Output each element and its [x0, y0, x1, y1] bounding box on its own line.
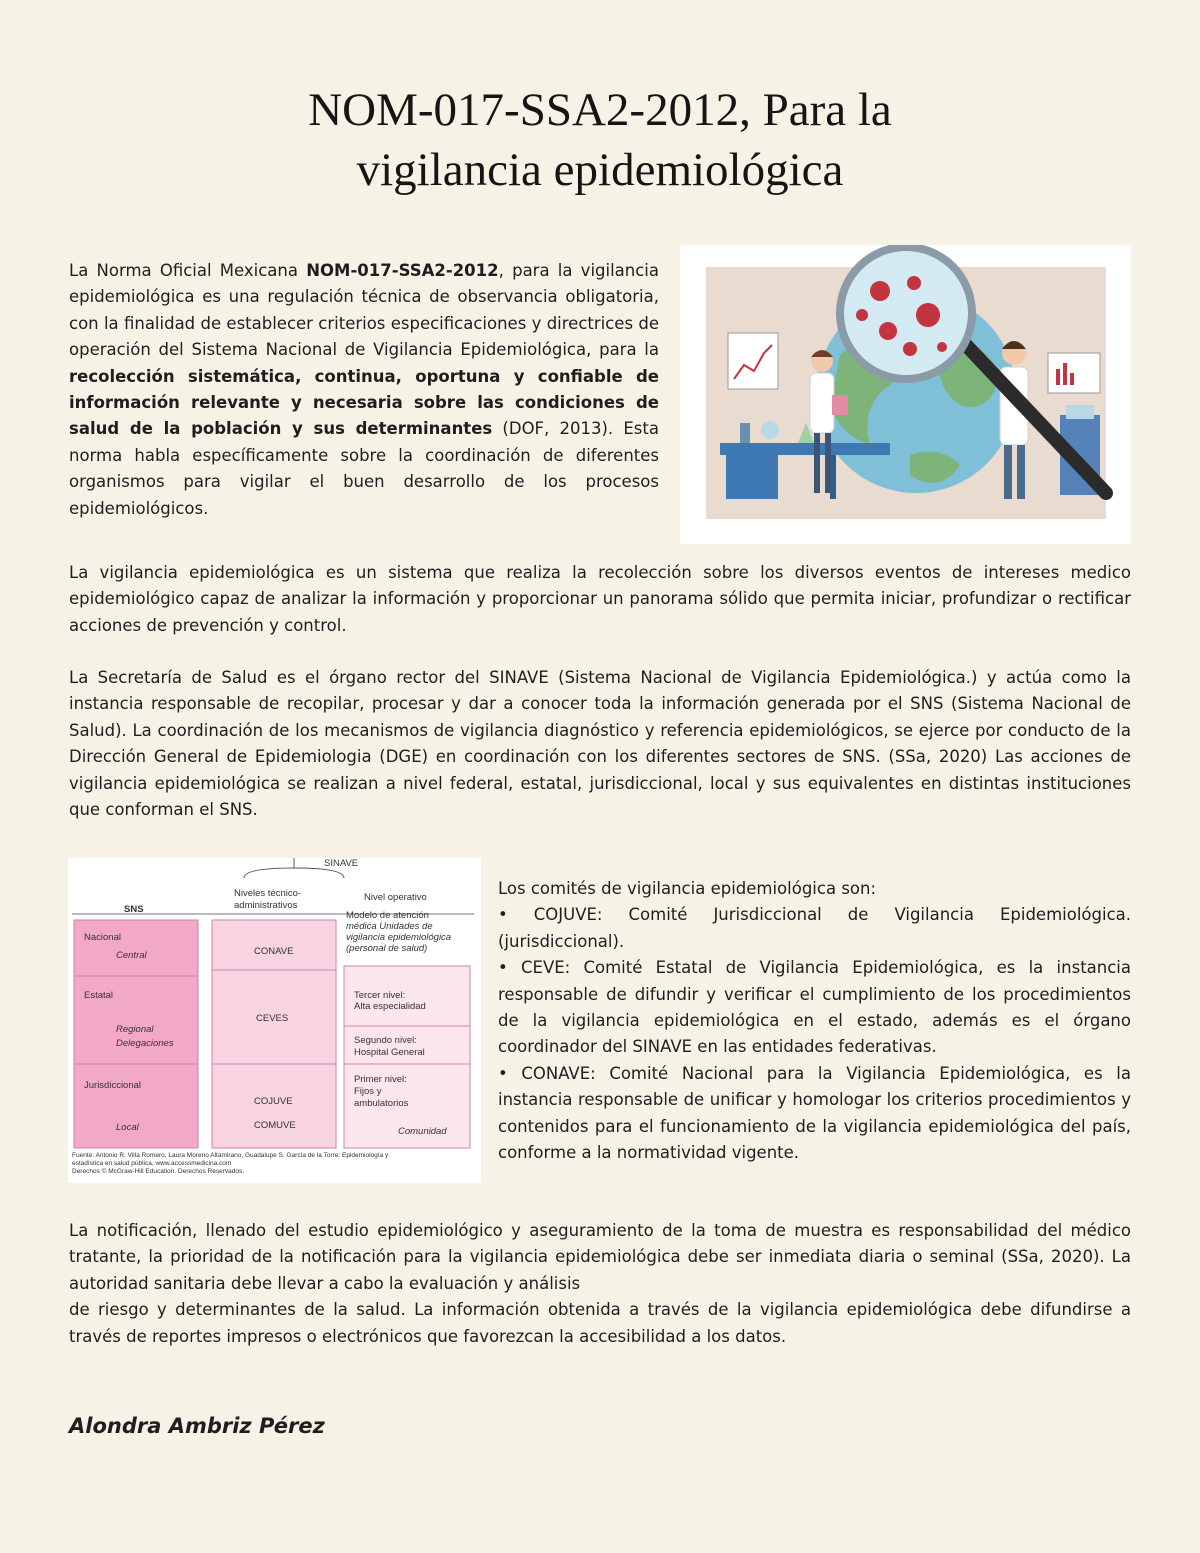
- diagram-comunidad: Comunidad: [398, 1126, 447, 1137]
- diagram-niveles-1: Niveles técnico-: [234, 888, 302, 899]
- diagram-nivel-operativo: Nivel operativo: [364, 892, 427, 903]
- diagram-tercer-2: Alta especialidad: [354, 1001, 426, 1012]
- comite-conave: • CONAVE: Comité Nacional para la Vigilancia Epidemiológica, es la instancia responsable de unificar y homologar los criterios procedimientos y contenidos para el funcionamiento de la vigilancia epidemiológica del país, conforme a la normatividad vigente.: [498, 1063, 1131, 1163]
- diagram-sns: SNS: [124, 904, 144, 915]
- diagram-delegaciones: Delegaciones: [116, 1038, 174, 1049]
- diagram-niveles-2: administrativos: [234, 900, 298, 911]
- diagram-modelo-1: Modelo de atención: [346, 910, 429, 921]
- diagram-nacional: Nacional: [84, 932, 121, 943]
- diagram-primer-2: Fijos y: [354, 1086, 382, 1097]
- diagram-modelo-3: vigilancia epidemiológica: [346, 932, 452, 943]
- diagram-primer-3: ambulatorios: [354, 1098, 409, 1109]
- diagram-central: Central: [116, 950, 147, 961]
- paragraph-vigilancia: La vigilancia epidemiológica es un sistema que realiza la recolección sobre los diversos eventos de intereses medico epidemiológico capaz de analizar la información y proporcionar un panorama sólido que permita iniciar, profundizar o rectificar acciones de prevención y control.: [69, 563, 1131, 635]
- comite-ceve: • CEVE: Comité Estatal de Vigilancia Epidemiológica, es la instancia responsable de difundir y verificar el cumplimiento de los procedimientos de la vigilancia epidemiológica en el estado, además es el órgano coordinador del SINAVE en las entidades federativas.: [498, 958, 1131, 1057]
- page-title: [0, 80, 1200, 200]
- diagram-ceves: CEVES: [256, 1013, 289, 1024]
- intro-paragraph: [69, 258, 659, 522]
- paragraph-notificacion: [69, 1218, 1131, 1350]
- diagram-primer-1: Primer nivel:: [354, 1074, 407, 1085]
- intro-bold-norm: NOM-017-SSA2-2012: [306, 261, 499, 280]
- diagram-comuve: COMUVE: [254, 1120, 296, 1131]
- title-line-2: vigilancia epidemiológica: [356, 144, 844, 196]
- comite-cojuve: • COJUVE: Comité Jurisdiccional de Vigilancia Epidemiológica. (jurisdiccional).: [498, 905, 1131, 951]
- diagram-segundo-1: Segundo nivel:: [354, 1035, 417, 1046]
- comites-heading: Los comités de vigilancia epidemiológica son:: [498, 879, 877, 898]
- diagram-fuente-1: Fuente: Antonio R. Villa Romero, Laura Moreno Altamirano, Guadalupe S. García de la Torre: Epidemiología y: [72, 1152, 389, 1159]
- diagram-tercer-1: Tercer nivel:: [354, 990, 406, 1001]
- diagram-local: Local: [116, 1122, 139, 1133]
- notificacion-line-b: de riesgo y determinantes de la salud. La información obtenida a través de la vigilancia epidemiológica debe difundirse a través de reportes impresos o electrónicos que favorezcan la accesibilidad a los datos.: [69, 1300, 1131, 1346]
- diagram-estatal: Estatal: [84, 990, 114, 1001]
- diagram-regional: Regional: [116, 1024, 154, 1035]
- diagram-jurisdiccional: Jurisdiccional: [84, 1080, 142, 1091]
- diagram-fuente-3: Derechos © McGraw-Hill Education. Derechos Reservados.: [72, 1168, 245, 1175]
- paragraph-secretaria: La Secretaría de Salud es el órgano rector del SINAVE (Sistema Nacional de Vigilancia Epidemiológica.) y actúa como la instancia responsable de recopilar, procesar y dar a conocer toda la información generada por el SNS (Sistema Nacional de Salud). La coordinación de los mecanismos de vigilancia diagnóstico y referencia epidemiológicos, se ejerce por conducto de la Dirección General de Epidemiologia (DGE) en coordinación con los diferentes sectores de SNS. (SSa, 2020) Las acciones de vigilancia epidemiológica se realizan a nivel federal, estatal, jurisdiccional, local y sus equivalentes en distintas instituciones que conforman el SNS.: [69, 668, 1131, 820]
- author-name: Alondra Ambriz Pérez: [69, 1414, 325, 1438]
- sinave-diagram: [68, 858, 481, 1183]
- intro-text-2: , para la vigilancia epidemiológica es una regulación técnica de observancia obligatoria, con la finalidad de establecer criterios especificaciones y directrices de operación del Sistema Nacional de Vigilancia Epidemiológica, para la: [69, 261, 660, 360]
- diagram-modelo-4: (personal de salud): [346, 943, 428, 954]
- notificacion-line-a: La notificación, llenado del estudio epidemiológico y aseguramiento de la toma de muestra es responsabilidad del médico tratante, la prioridad de la notificación para la vigilancia epidemiológica debe ser inmediata diaria o seminal (SSa, 2020). La autoridad sanitaria debe llevar a cabo la evaluación y análisis: [69, 1221, 1131, 1293]
- epidemiology-illustration: [680, 245, 1131, 544]
- diagram-fuente-2: estadística en salud pública, www.accessmedicina.com: [72, 1160, 232, 1167]
- diagram-conave: CONAVE: [254, 946, 294, 957]
- diagram-segundo-2: Hospital General: [354, 1047, 425, 1058]
- diagram-modelo-2: médica Unidades de: [346, 921, 433, 932]
- comites-section: [498, 876, 1131, 1166]
- intro-bold-objective: recolección sistemática, continua, oportuna y confiable de información relevante y necesaria sobre las condiciones de salud de la población y sus determinantes: [69, 366, 659, 439]
- diagram-cojuve: COJUVE: [254, 1096, 293, 1107]
- intro-text-3: (DOF, 2013). Esta norma habla específicamente sobre la coordinación de diferentes organismos para vigilar el buen desarrollo de los procesos epidemiológicos.: [69, 419, 659, 518]
- intro-text-1: La Norma Oficial Mexicana: [69, 261, 307, 280]
- title-line-1: NOM-017-SSA2-2012, Para la: [308, 84, 892, 136]
- diagram-sinave: SINAVE: [324, 858, 359, 869]
